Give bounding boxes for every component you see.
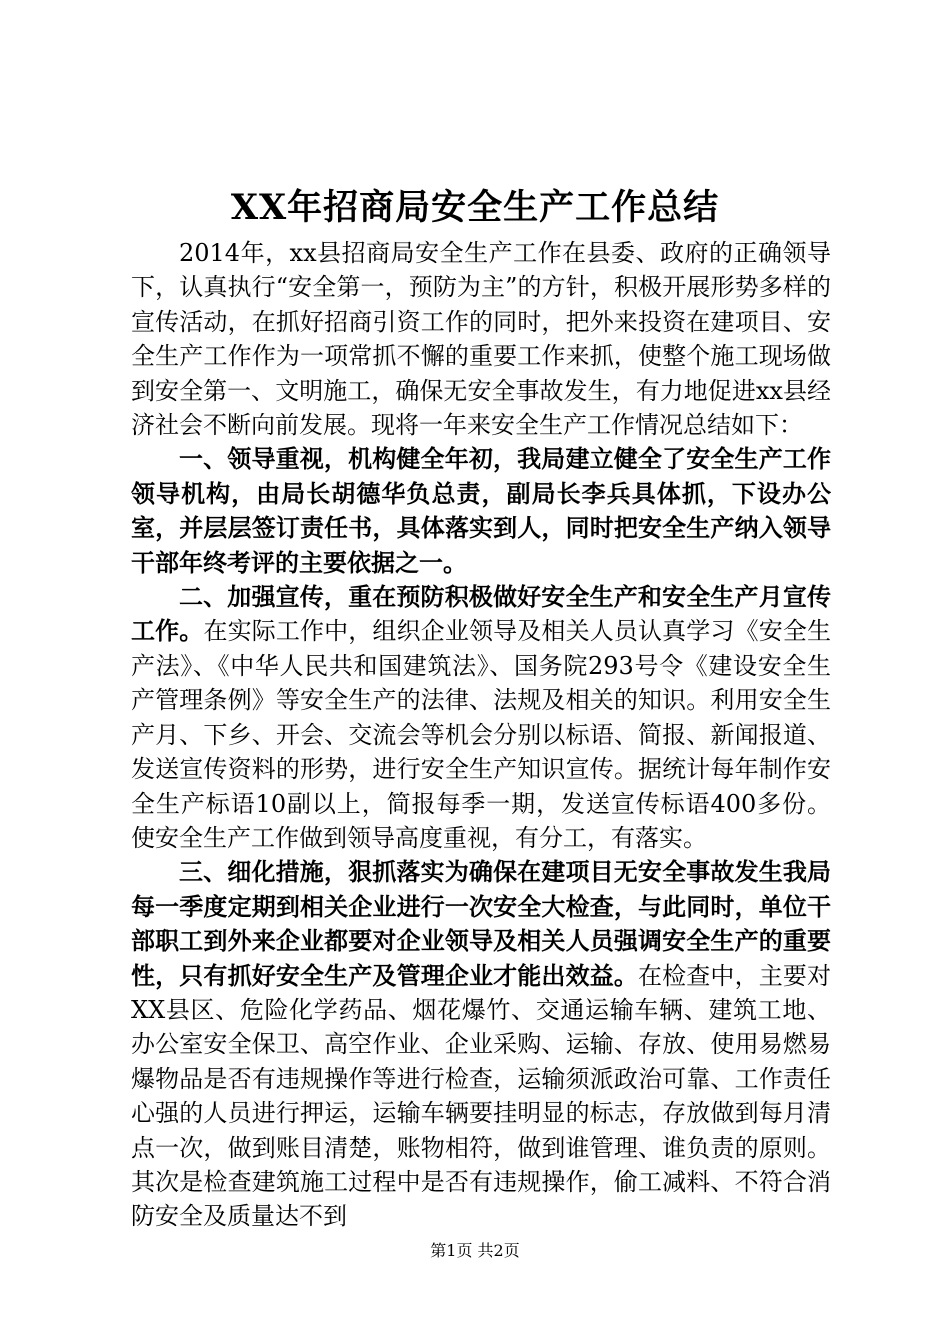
section-3-body: 在检查中，主要对XX县区、危险化学药品、烟花爆竹、交通运输车辆、建筑工地、办公室安全保卫、高空作业、企业采购、运输、存放、使用易燃易爆物品是否有违规操作等进行检查，运输须派政治可靠、工作责任心强的人员进行押运，运输车辆要挂明显的标志，存放做到每月清点一次，做到账目清楚，账物相符，做到谁管理、谁负责的原则。其次是检查建筑施工过程中是否有违规操作，偷工减料、不符合消防安全及质量达不到 (131, 961, 831, 1231)
section-1-heading: 一、领导重视，机构健全年初，我局建立健全了安全生产工作领导机构，由局长胡德华负总责，副局长李兵具体抓，下设办公室，并层层签订责任书，具体落实到人，同时把安全生产纳入领导干部年终考评的主要依据之一。 (131, 444, 831, 577)
section-2-body: 在实际工作中，组织企业领导及相关人员认真学习《安全生产法》、《中华人民共和国建筑法》、国务院293号令《建设安全生产管理条例》等安全生产的法律、法规及相关的知识。利用安全生产月、下乡、开会、交流会等机会分别以标语、简报、新闻报道、发送宣传资料的形势，进行安全生产知识宣传。据统计每年制作安全生产标语10副以上，简报每季一期，发送宣传标语400多份。使安全生产工作做到领导高度重视，有分工，有落实。 (131, 617, 832, 852)
intro-text: 2014年，xx县招商局安全生产工作在县委、政府的正确领导下，认真执行“安全第一，预防为主”的方针，积极开展形势多样的宣传活动，在抓好招商引资工作的同时，把外来投资在建项目、安全生产工作作为一项常抓不懈的重要工作来抓，使整个施工现场做到安全第一、文明施工，确保无安全事故发生，有力地促进xx县经济社会不断向前发展。现将一年来安全生产工作情况总结如下： (131, 239, 831, 440)
document-body (131, 236, 831, 1234)
intro-paragraph (131, 236, 831, 442)
section-3-paragraph (131, 855, 831, 1233)
section-1-paragraph (131, 442, 831, 580)
section-2-heading: 二、加强宣传，重在预防积极做好安全生产和安全生产月宣传工作。 (131, 582, 831, 646)
section-3-heading: 三、细化措施，狠抓落实为确保在建项目无安全事故发生我局每一季度定期到相关企业进行一次安全大检查，与此同时，单位干部职工到外来企业都要对企业领导及相关人员强调安全生产的重要性，只有抓好安全生产及管理企业才能出效益。 (131, 857, 831, 990)
page-footer: 第1页 共2页 (430, 1241, 520, 1260)
section-2-paragraph (131, 580, 831, 855)
document-title: XX年招商局安全生产工作总结 (230, 187, 720, 228)
